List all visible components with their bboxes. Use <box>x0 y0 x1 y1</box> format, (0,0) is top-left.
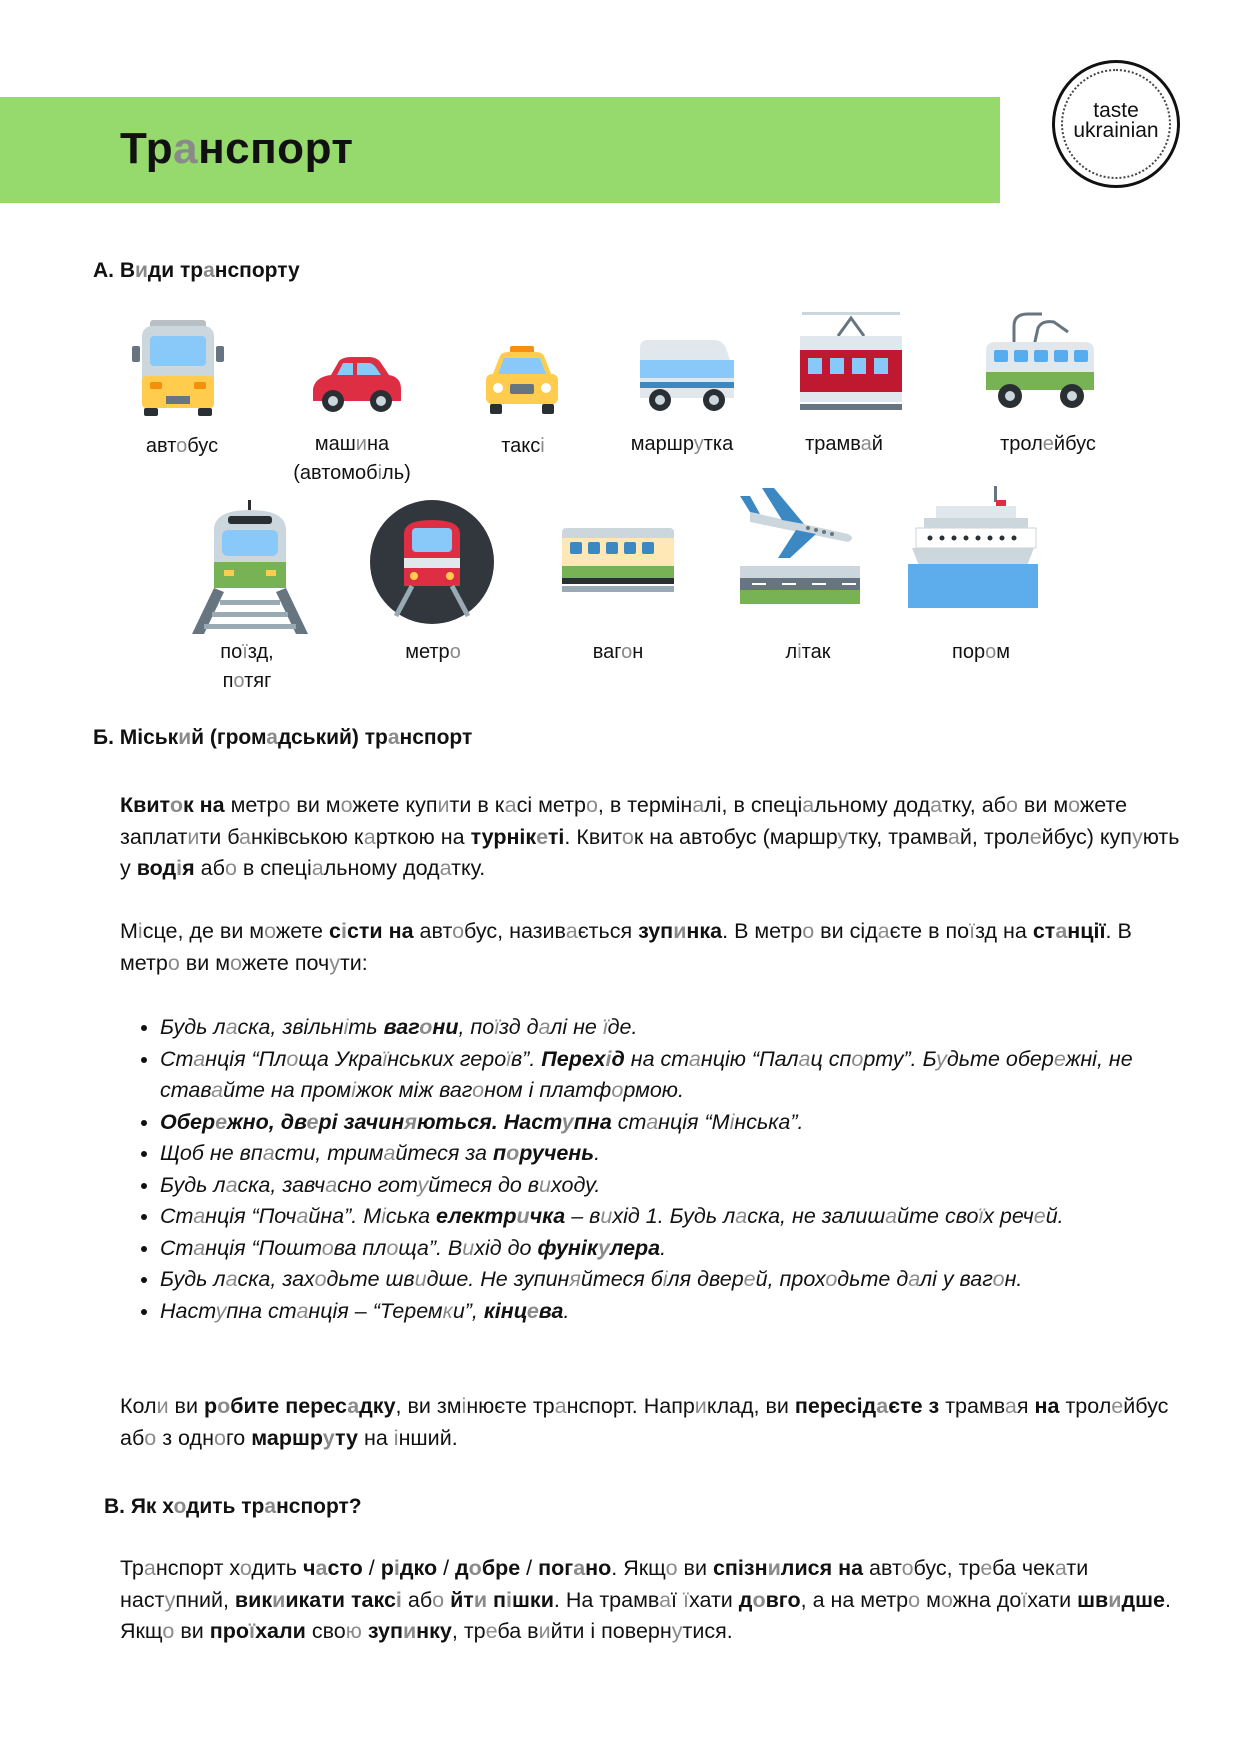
label-trolleybus: тролейбус <box>1000 433 1096 455</box>
label-railway-car: вагон <box>592 641 644 663</box>
paragraph-tickets: Квиток на метро ви можете купити в касі метро, в терміналі, в спеціальному додатку, або ви можете заплатити банківською карткою на турнікеті. Квиток на автобус (маршрутку, трамвай, тролейбус) купують у водія або в спеціальному додатку. <box>120 793 1180 880</box>
ferry-icon <box>906 484 1040 608</box>
bus-icon <box>128 318 228 418</box>
list-item: • Станція “Площа Українських героїв”. Перехід на станцію “Палац спорту”. Будьте обережні, не ставайте на проміжок між вагоном і платформою. <box>160 1044 1220 1107</box>
list-item: • Будь ласка, звільніть вагони, поїзд далі не їде. <box>160 1012 1220 1044</box>
label-bus: автобус <box>145 435 219 457</box>
railway-car-icon <box>560 526 676 596</box>
list-item: • Будь ласка, заходьте швидше. Не зупиняйтеся біля дверей, проходьте далі у вагон. <box>160 1264 1220 1296</box>
page-title: Транспорт <box>120 124 354 173</box>
section-a-heading: А. Види транспорту <box>93 259 300 282</box>
label-minibus: маршрутка <box>630 433 734 455</box>
label-taxi: таксі <box>501 435 545 457</box>
label-car: машина (автомобіль) <box>293 433 411 484</box>
label-airplane: літак <box>785 641 831 663</box>
paragraph-transfer: Коли ви робите пересадку, ви змінюєте транспорт. Наприклад, ви пересідаєте з трамвая на тролейбус або з одного маршруту на інший. <box>120 1394 1169 1450</box>
minibus-icon <box>636 338 736 414</box>
car-icon <box>305 355 405 415</box>
list-item: • Станція “Поштова площа”. Вихід до фунікулера. <box>160 1233 1220 1265</box>
label-train: поїзд, потяг <box>220 641 274 692</box>
list-item: • Щоб не впасти, тримайтеся за поручень. <box>160 1138 1220 1170</box>
tram-icon <box>798 312 904 416</box>
metro-icon <box>370 500 494 624</box>
taste-ukrainian-logo <box>1052 60 1180 188</box>
section-b-heading: Б. Міський (громадський) транспорт <box>93 726 473 749</box>
trolleybus-icon <box>984 312 1096 416</box>
list-item: • Наступна станція – “Теремки”, кінцева. <box>160 1296 1220 1328</box>
section-c-heading: В. Як ходить транспорт? <box>104 1495 362 1518</box>
label-tram: трамвай <box>805 433 883 455</box>
paragraph-stops: Місце, де ви можете сісти на автобус, називається зупинка. В метро ви сідаєте в поїзд на станції. В метро ви можете почути: <box>120 919 1132 975</box>
airplane-icon <box>738 484 862 604</box>
paragraph-how-transport-runs: Транспорт ходить часто / рідко / добре / погано. Якщо ви спізнилися на автобус, треба чекати наступний, викиикати таксі або йти пішки. На трамваї їхати довго, а на метро можна доїхати швидше. Якщо ви проїхали свою зупинку, треба вийти і повернутися. <box>120 1556 1171 1643</box>
list-item: • Будь ласка, завчасно готуйтеся до виходу. <box>160 1170 1220 1202</box>
list-item: • Обережно, двері зачиняються. Наступна станція “Мінська”. <box>160 1107 1220 1139</box>
label-ferry: пором <box>952 641 1010 663</box>
taxi-icon <box>482 346 562 418</box>
label-metro: метро <box>405 641 461 663</box>
train-icon <box>190 500 310 636</box>
list-item: • Станція “Почайна”. Міська електричка – вихід 1. Будь ласка, не залишайте своїх речей. <box>160 1201 1220 1233</box>
logo-line1: taste <box>1093 99 1139 122</box>
announcements-list <box>125 1012 1220 1327</box>
logo-line2: ukrainian <box>1073 119 1159 142</box>
